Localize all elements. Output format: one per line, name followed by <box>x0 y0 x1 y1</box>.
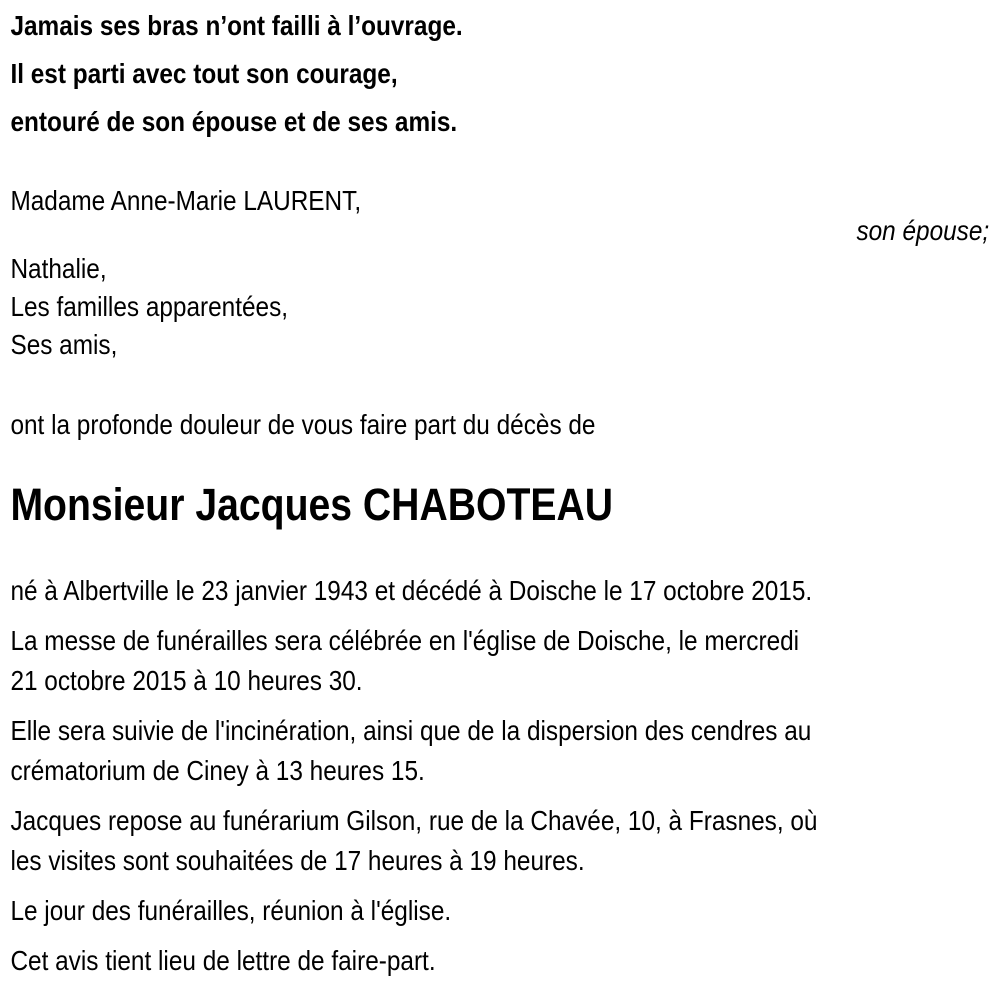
spouse-relation: son épouse; <box>856 215 990 246</box>
notice-line: Jacques repose au funérarium Gilson, rue de la Chavée, 10, à Frasnes, où <box>10 805 818 836</box>
epitaph-line: entouré de son épouse et de ses amis. <box>10 106 458 137</box>
notice-line: crématorium de Ciney à 13 heures 15. <box>10 755 425 786</box>
mourner-name: Nathalie, <box>10 253 107 284</box>
epitaph-poem <box>10 0 989 146</box>
birth-death-paragraph <box>10 571 989 611</box>
notice-line: Cet avis tient lieu de lettre de faire-part. <box>10 945 436 976</box>
notice-line: né à Albertville le 23 janvier 1943 et décédé à Doische le 17 octobre 2015. <box>10 575 813 606</box>
mourner-name: Les familles apparentées, <box>10 291 289 322</box>
notice-line: La messe de funérailles sera célébrée en l'église de Doische, le mercredi <box>10 625 800 656</box>
epitaph-line: Jamais ses bras n’ont failli à l’ouvrage. <box>10 10 463 41</box>
mourners-list <box>10 182 989 364</box>
cremation-paragraph <box>10 711 989 791</box>
notice-line: Elle sera suivie de l'incinération, ainsi que de la dispersion des cendres au <box>10 715 812 746</box>
faire-part-paragraph <box>10 941 989 981</box>
notice-line: 21 octobre 2015 à 10 heures 30. <box>10 665 363 696</box>
spouse-name: Madame Anne-Marie LAURENT, <box>10 185 362 216</box>
epitaph-line: Il est parti avec tout son courage, <box>10 58 398 89</box>
funeral-details <box>10 571 989 981</box>
reunion-paragraph <box>10 891 989 931</box>
funerarium-paragraph <box>10 801 989 881</box>
notice-line: Le jour des funérailles, réunion à l'église. <box>10 895 452 926</box>
mourner-name: Ses amis, <box>10 329 118 360</box>
mass-paragraph <box>10 621 989 701</box>
deceased-name: Monsieur Jacques CHABOTEAU <box>10 479 614 530</box>
notice-line: les visites sont souhaitées de 17 heures à 19 heures. <box>10 845 585 876</box>
announcement-text: ont la profonde douleur de vous faire part du décès de <box>10 409 596 440</box>
